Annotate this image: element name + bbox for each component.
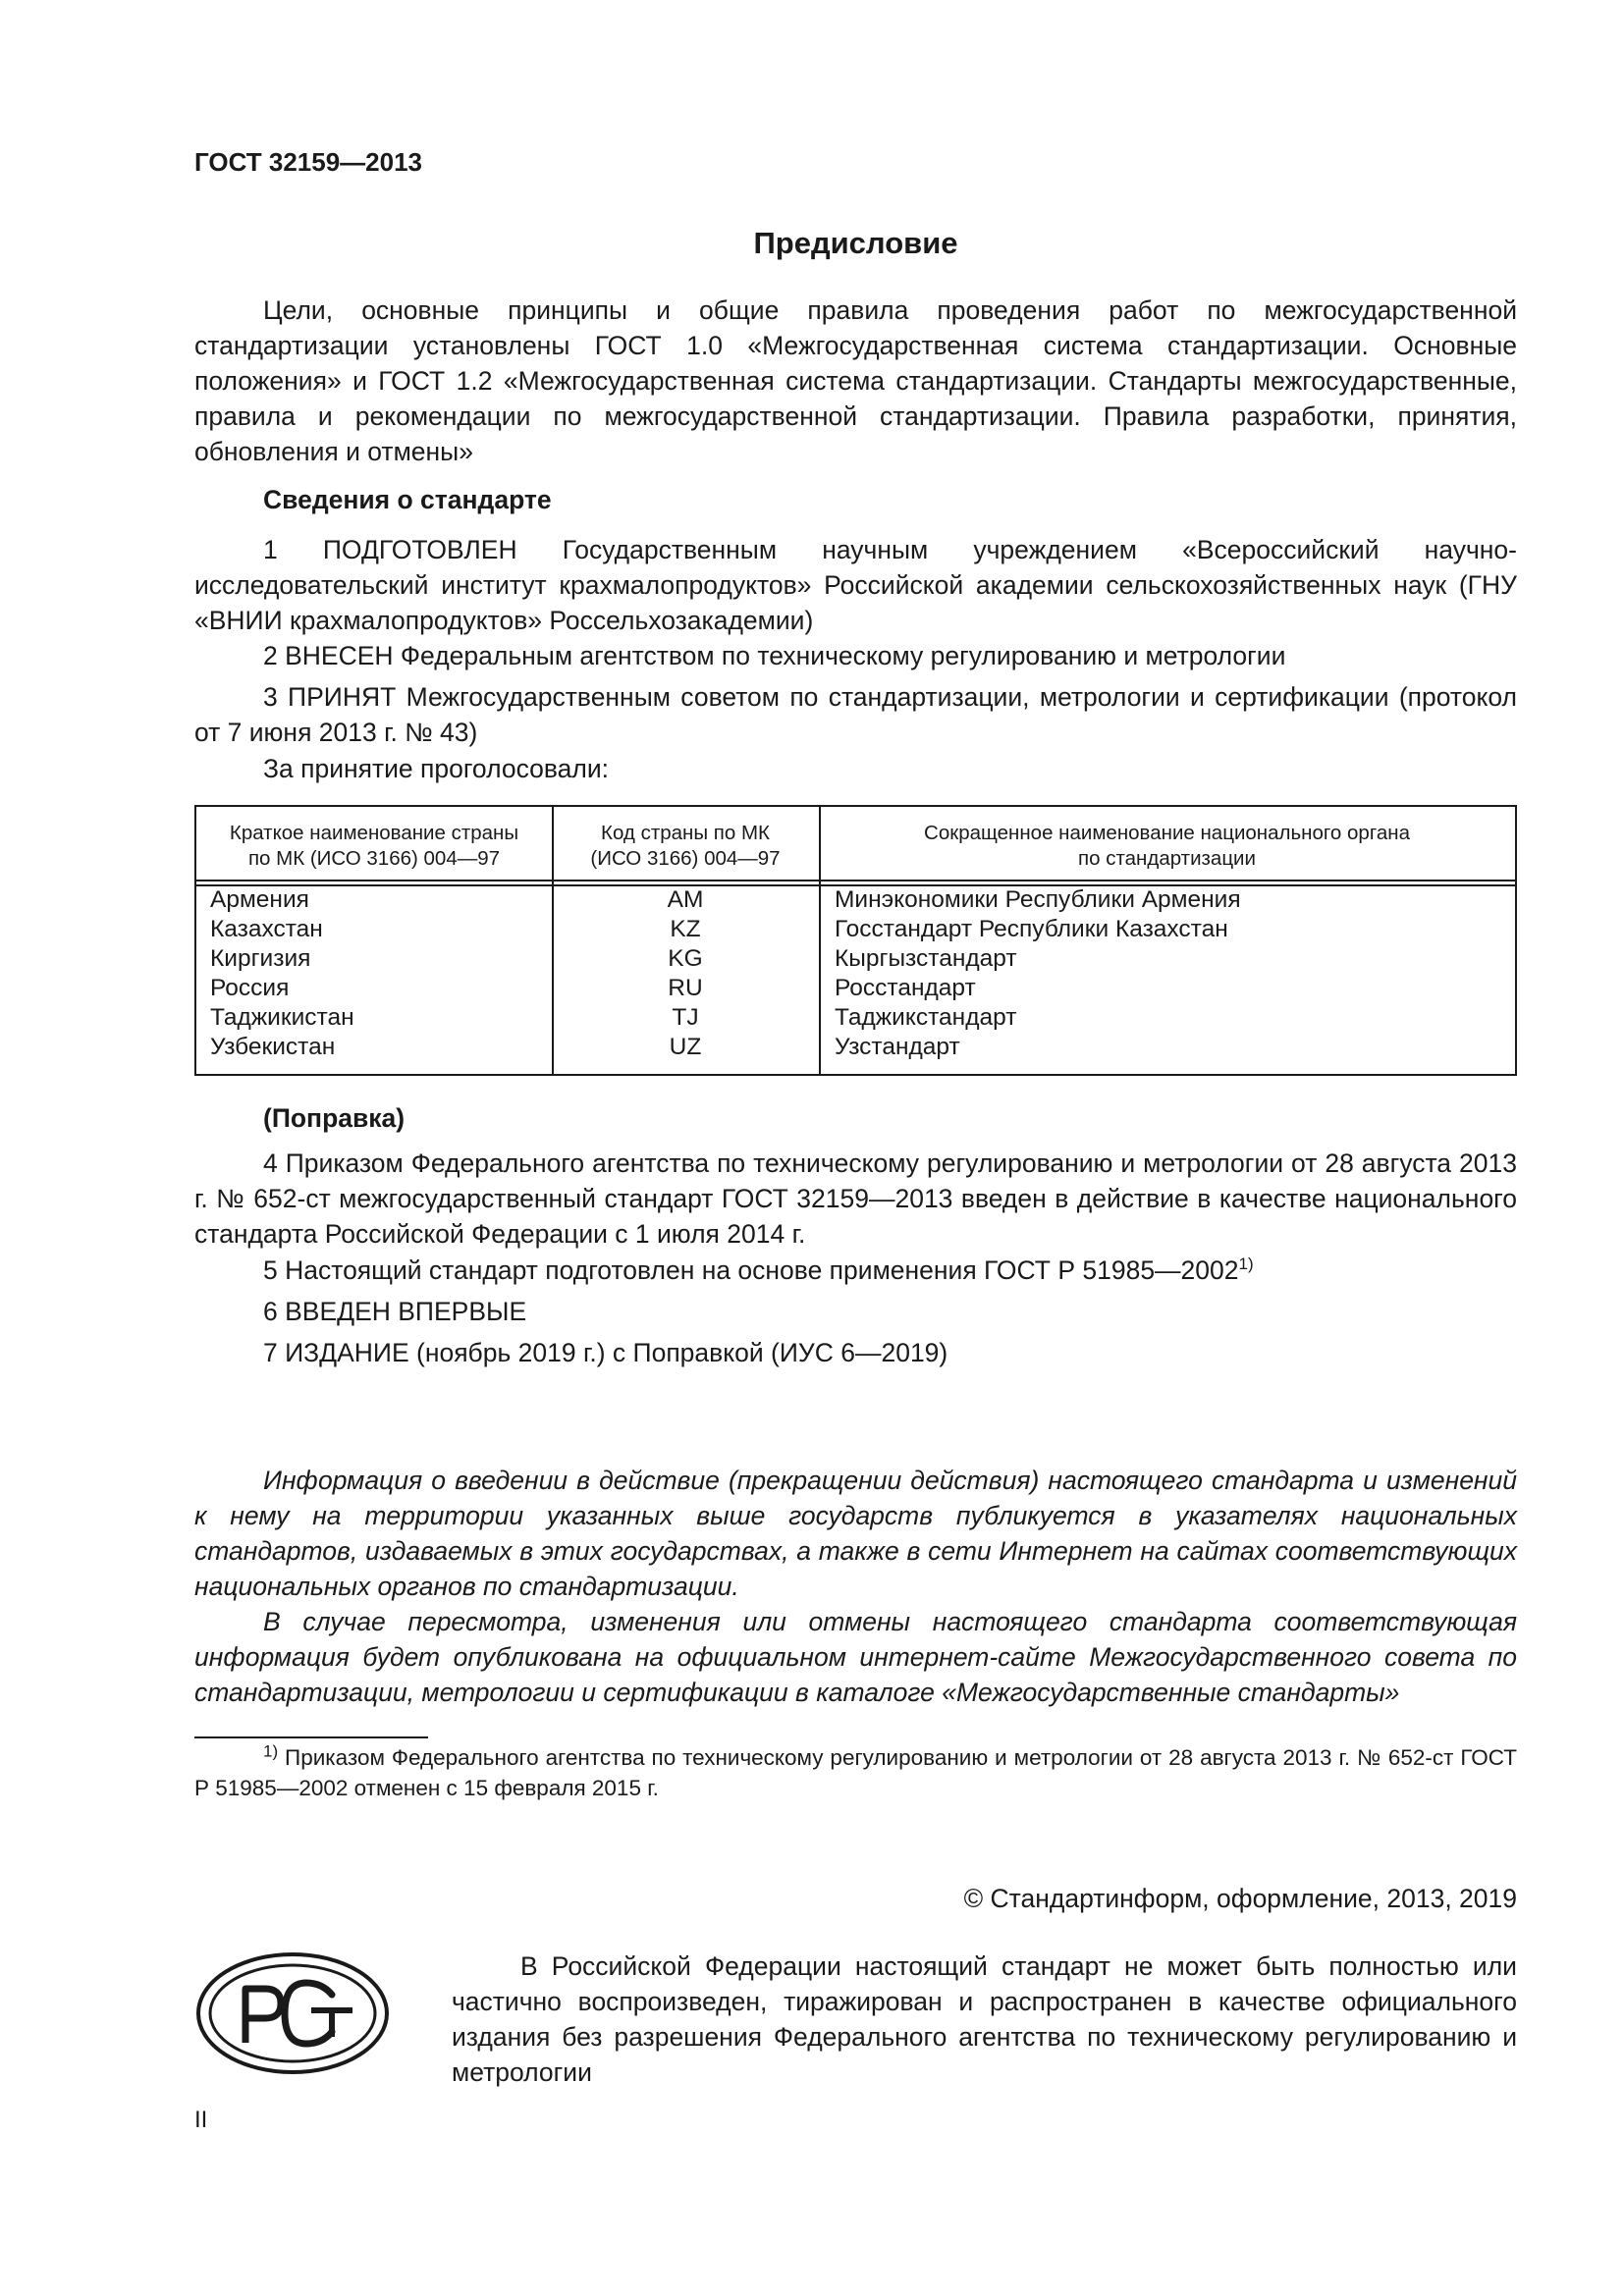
footnote-text: Приказом Федерального агентства по техническому регулированию и метрологии от 28 августа 2013 г. № 652-ст ГОСТ Р 51985—2002 отменен с 15 февраля 2015 г. (194, 1745, 1517, 1800)
reproduction-rights: В Российской Федерации настоящий стандарт не может быть полностью или частично воспроизведен, тиражирован и распространен в качестве официального издания без разрешения Федерального агентства по техническому регулированию и метрологии (452, 1951, 1517, 2087)
copyright-notice: © Стандартинформ, оформление, 2013, 2019 (963, 1884, 1517, 1913)
info-item-7: 7 ИЗДАНИЕ (ноябрь 2019 г.) с Поправкой (ИУС 6—2019) (263, 1338, 948, 1367)
info-item-5 (194, 1253, 1517, 1288)
table-cell-body: Минэкономики Республики Армения (835, 886, 1241, 913)
table-column-country (210, 885, 544, 1062)
voted-label: За принятие проголосовали: (263, 754, 610, 783)
table-column-body (835, 885, 1502, 1062)
table-cell-code: KG (668, 945, 703, 972)
table-cell-code: AM (667, 886, 704, 913)
info-item-3: 3 ПРИНЯТ Межгосударственным советом по стандартизации, метрологии и сертификации (протокол от 7 июня 2013 г. № 43) (194, 682, 1517, 747)
voting-table (194, 805, 1517, 1076)
table-cell-country: Киргизия (210, 945, 311, 972)
footnote (194, 1742, 1517, 1803)
info-item-2: 2 ВНЕСЕН Федеральным агентством по техническому регулированию и метрологии (263, 641, 1286, 670)
table-cell-body: Таджикстандарт (835, 1004, 1017, 1031)
table-cell-country: Узбекистан (210, 1034, 336, 1060)
table-cell-body: Госстандарт Республики Казахстан (835, 916, 1228, 942)
document-code: ГОСТ 32159—2013 (194, 147, 422, 177)
table-header-country: Краткое наименование страны по МК (ИСО 3166) 004—97 (229, 822, 519, 870)
rst-logo-icon (194, 1949, 391, 2077)
standard-info-heading: Сведения о стандарте (263, 485, 552, 514)
table-column-code (552, 885, 819, 1062)
page-title: Предисловие (753, 226, 958, 260)
table-header-code: Код страны по МК (ИСО 3166) 004—97 (590, 822, 781, 870)
table-cell-country: Россия (210, 975, 290, 1001)
amendment-label: (Поправка) (263, 1103, 406, 1133)
table-cell-body: Кыргызстандарт (835, 945, 1017, 972)
info-item-4: 4 Приказом Федерального агентства по техническому регулированию и метрологии от 28 августа 2013 г. № 652-ст межгосударственный стандарт ГОСТ 32159—2013 введен в действие в качестве национального стандарта Российской Федерации с 1 июля 2014 г. (194, 1148, 1517, 1249)
table-cell-code: UZ (669, 1034, 702, 1060)
table-cell-country: Таджикистан (210, 1004, 354, 1031)
footnote-separator (194, 1736, 428, 1738)
info-item-1: 1 ПОДГОТОВЛЕН Государственным научным учреждением «Всероссийский научно-исследовательский институт крахмалопродуктов» Российской академии сельскохозяйственных наук (ГНУ «ВНИИ крахмалопродуктов» Россельхозакадемии) (194, 535, 1517, 635)
table-cell-body: Узстандарт (835, 1034, 960, 1060)
notice-paragraph-1: Информация о введении в действие (прекращении действия) настоящего стандарта и изменений к нему на территории указанных выше государств публикуется в указателях национальных стандартов, издаваемых в этих государствах, а также в сети Интернет на сайтах соответствующих национальных органов по стандартизации. (194, 1466, 1517, 1601)
info-item-6: 6 ВВЕДЕН ВПЕРВЫЕ (263, 1297, 527, 1326)
table-cell-country: Казахстан (210, 916, 323, 942)
table-cell-code: TJ (672, 1004, 699, 1031)
table-cell-code: KZ (670, 916, 701, 942)
intro-paragraph: Цели, основные принципы и общие правила проведения работ по межгосударственной стандартизации установлены ГОСТ 1.0 «Межгосударственная система стандартизации. Основные положения» и ГОСТ 1.2 «Межгосударственная система стандартизации. Стандарты межгосударственные, правила и рекомендации по межгосударственной стандартизации. Правила разработки, принятия, обновления и отмены» (194, 295, 1517, 466)
footnote-reference: 1) (1238, 1255, 1254, 1274)
footnote-mark: 1) (263, 1741, 279, 1761)
notice-paragraph-2: В случае пересмотра, изменения или отмены настоящего стандарта соответствующая информация будет опубликована на официальном интернет-сайте Межгосударственного совета по стандартизации, метрологии и сертификации в каталоге «Межгосударственные стандарты» (194, 1607, 1517, 1707)
table-cell-code: RU (668, 975, 703, 1001)
info-item-5-text: 5 Настоящий стандарт подготовлен на основе применения ГОСТ Р 51985—2002 (263, 1255, 1239, 1285)
table-cell-country: Армения (210, 886, 309, 913)
table-header-body: Сокращенное наименование национального органа по стандартизации (924, 822, 1410, 870)
table-cell-body: Росстандарт (835, 975, 976, 1001)
page-number: II (194, 2107, 208, 2133)
